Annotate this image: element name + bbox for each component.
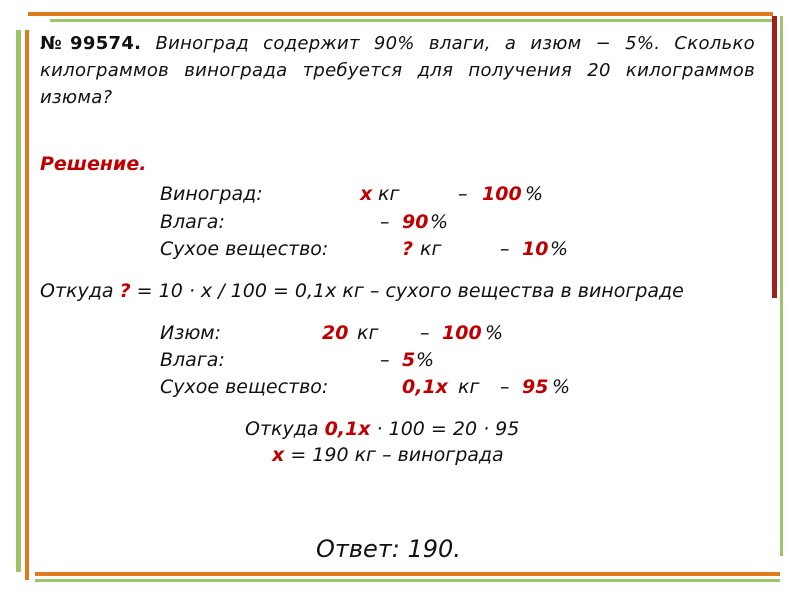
- raisins-moisture-label: Влага:: [160, 349, 225, 371]
- raisins-moisture-dash: –: [380, 349, 390, 371]
- right-darkred-bar: [772, 16, 777, 298]
- bottom-orange-bar: [35, 572, 780, 576]
- left-green-bar: [16, 30, 21, 572]
- dry-matter-unit: кг: [420, 238, 442, 260]
- problem-statement: [40, 30, 755, 111]
- result-value: x: [272, 444, 285, 466]
- answer: Ответ: 190.: [316, 535, 461, 563]
- raisins-dash: –: [420, 322, 430, 344]
- grapes-value: x: [360, 183, 373, 205]
- conclusion1-mark: ?: [119, 280, 131, 302]
- result-rest: = 190 кг – винограда: [290, 444, 504, 466]
- raisins-value: 20: [322, 322, 349, 344]
- moisture-dash: –: [380, 211, 390, 233]
- raisins-label: Изюм:: [160, 322, 222, 344]
- dry-matter-percent-value: 10: [522, 238, 549, 260]
- conclusion1-rest: = 10 · x / 100 = 0,1x кг – сухого вещества в винограде: [136, 280, 684, 302]
- bottom-green-bar: [35, 579, 780, 582]
- result-line: [272, 444, 504, 466]
- moisture-percent-value: 90: [402, 211, 429, 233]
- conclusion2-value: 0,1x: [324, 418, 371, 440]
- raisins-dry-matter-value: 0,1x: [402, 376, 448, 398]
- raisins-percent-value: 100: [442, 322, 482, 344]
- top-orange-bar: [28, 12, 773, 16]
- raisins-moisture-percent-value: 5: [402, 349, 416, 371]
- moisture-percent-sign: %: [430, 211, 449, 233]
- grapes-percent-value: 100: [482, 183, 522, 205]
- grapes-dash: –: [458, 183, 468, 205]
- solution-heading: Решение.: [40, 153, 147, 175]
- right-green-bar: [780, 16, 783, 556]
- raisins-percent-sign: %: [485, 322, 504, 344]
- grapes-unit: кг: [378, 183, 400, 205]
- conclusion1: [40, 280, 684, 302]
- dry-matter-dash: –: [500, 238, 510, 260]
- dry-matter-percent-sign: %: [550, 238, 569, 260]
- left-orange-bar: [25, 30, 29, 580]
- conclusion2-lead: Откуда: [245, 418, 319, 440]
- dry-matter-value: ?: [402, 238, 414, 260]
- conclusion2: [245, 418, 519, 440]
- raisins-unit: кг: [357, 322, 379, 344]
- moisture-label: Влага:: [160, 211, 225, 233]
- top-green-bar: [50, 19, 772, 22]
- raisins-moisture-percent-sign: %: [416, 349, 435, 371]
- grapes-label: Виноград:: [160, 183, 263, 205]
- raisins-dry-matter-label: Сухое вещество:: [160, 376, 329, 398]
- raisins-dry-matter-dash: –: [500, 376, 510, 398]
- conclusion1-lead: Откуда: [40, 280, 114, 302]
- problem-text: Виноград содержит 90% влаги, а изюм − 5%. Сколько килограммов винограда требуется для получения 20 килограммов изюма?: [40, 33, 755, 108]
- problem-number: №99574.: [40, 33, 142, 54]
- conclusion2-rest: · 100 = 20 · 95: [376, 418, 520, 440]
- raisins-dry-matter-unit: кг: [458, 376, 480, 398]
- raisins-dry-matter-percent-sign: %: [552, 376, 571, 398]
- grapes-percent-sign: %: [525, 183, 544, 205]
- dry-matter-label: Сухое вещество:: [160, 238, 329, 260]
- raisins-dry-matter-percent-value: 95: [522, 376, 549, 398]
